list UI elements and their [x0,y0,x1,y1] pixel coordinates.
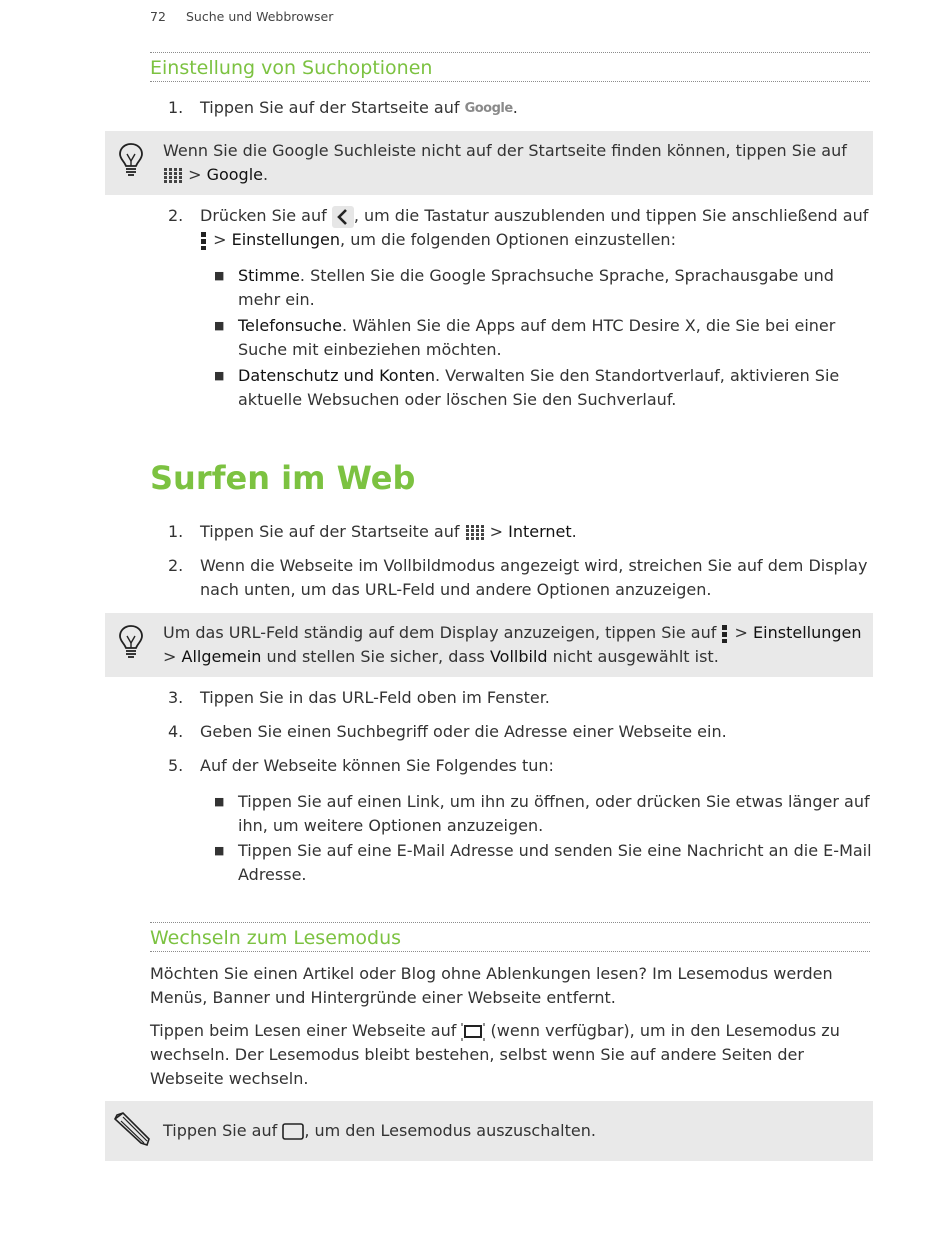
tip-text-sep: > [183,165,207,184]
divider [150,81,870,82]
apps-grid-icon [465,524,485,542]
bullet-item [214,790,872,838]
tip-box [105,131,873,195]
step-text: , um die Tastatur auszublenden und tippen Sie anschließend auf [353,206,869,225]
bullet-keyword: Telefonsuche [238,316,343,335]
tip-text-end: . [263,165,269,184]
section-title-reading-mode: Wechseln zum Lesemodus [150,927,402,949]
bullet-icon: ■ [214,319,225,332]
divider [150,922,870,923]
pencil-icon [113,1111,153,1147]
tip-box [105,613,873,677]
tip-text: Um das URL-Feld ständig auf dem Display anzuzeigen, tippen Sie auf [163,623,717,642]
bullet-text: . Stellen Sie die Google Sprachsuche Sprache, Sprachausgabe und mehr ein. [238,266,834,309]
bullet-text: . Wählen Sie die Apps auf dem HTC Desire X, die Sie bei einer Suche mit einbeziehen möchten. [238,316,836,359]
page-number: 72 [150,9,166,24]
tip-keyword: Google [206,165,263,184]
step-text-sep: > [208,230,232,249]
step-number: 2. [168,206,184,225]
bullet-text: . Verwalten Sie den Standortverlauf, aktivieren Sie aktuelle Websuchen oder löschen Sie den Suchverlauf. [238,366,840,409]
tip-text-end: nicht ausgewählt ist. [547,647,719,666]
step-item [168,720,872,744]
tip-keyword: Allgemein [181,647,262,666]
tip-keyword: Vollbild [489,647,548,666]
lightbulb-icon [117,141,145,181]
step-item [168,204,872,252]
paragraph [150,1019,872,1091]
step-text: , um die folgenden Optionen einzustellen: [340,230,676,249]
tip-text: und stellen Sie sicher, dass [261,647,490,666]
bullet-item [214,839,872,887]
divider [150,52,870,53]
step-text: Tippen Sie in das URL-Feld oben im Fenster. [200,688,550,707]
bullet-icon: ■ [214,844,225,857]
tip-keyword: Einstellungen [753,623,862,642]
step-text: Geben Sie einen Suchbegriff oder die Adresse einer Webseite ein. [200,722,727,741]
step-item [168,96,872,121]
back-icon [332,206,354,228]
step-number: 1. [168,98,184,117]
step-item [168,686,872,710]
apps-grid-icon [163,167,183,185]
step-item [168,554,872,602]
reading-mode-icon [282,1122,304,1142]
step-text: Drücken Sie auf [200,206,327,225]
bullet-item [214,314,872,362]
note-text: Tippen Sie auf [163,1121,278,1140]
google-logo-icon: Google [464,101,513,116]
step-number: 2. [168,556,184,575]
step-number: 1. [168,522,184,541]
lightbulb-icon [117,623,145,663]
step-text-end: . [571,522,577,541]
step-number: 3. [168,688,184,707]
step-keyword: Einstellungen [231,230,341,249]
section-title-search-options: Einstellung von Suchoptionen [150,57,433,79]
divider [150,951,870,952]
tip-text-sep: > [729,623,748,642]
page-header [150,9,333,24]
step-keyword: Internet [508,522,572,541]
chapter-title: Suche und Webbrowser [186,9,334,24]
tip-text: Wenn Sie die Google Suchleiste nicht auf der Startseite finden können, tippen Sie auf [163,141,847,160]
bullet-text: Tippen Sie auf einen Link, um ihn zu öffnen, oder drücken Sie etwas länger auf ihn, um weitere Optionen anzuzeigen. [238,792,870,835]
note-text-end: , um den Lesemodus auszuschalten. [304,1121,596,1140]
reading-mode-icon [461,1022,485,1042]
step-text-sep: > [484,522,509,541]
bullet-text: Tippen Sie auf eine E-Mail Adresse und senden Sie eine Nachricht an die E-Mail Adresse. [238,841,872,884]
step-text: Auf der Webseite können Sie Folgendes tun: [200,756,554,775]
step-number: 5. [168,756,184,775]
bullet-icon: ■ [214,369,225,382]
step-text: Tippen Sie auf der Startseite auf [200,522,460,541]
bullet-keyword: Stimme [238,266,300,285]
bullet-icon: ■ [214,795,225,808]
note-box [105,1101,873,1161]
step-item [168,754,872,778]
step-item [168,520,872,544]
step-number: 4. [168,722,184,741]
step-text: Wenn die Webseite im Vollbildmodus angezeigt wird, streichen Sie auf dem Display nach unten, um das URL-Feld und andere Optionen anzuzeigen. [200,556,868,599]
bullet-item [214,364,872,412]
paragraph-text: (wenn verfügbar), um in den Lesemodus zu wechseln. Der Lesemodus bleibt bestehen, selbst wenn Sie auf andere Seiten der Webseite wechseln. [150,1021,840,1088]
paragraph: Möchten Sie einen Artikel oder Blog ohne Ablenkungen lesen? Im Lesemodus werden Menüs, Banner und Hintergründe einer Webseite entfernt. [150,964,833,1007]
paragraph-text: Tippen beim Lesen einer Webseite auf [150,1021,457,1040]
tip-text-sep: > [163,647,182,666]
menu-dots-icon [200,231,208,251]
bullet-item [214,264,872,312]
chapter-heading-browse-web: Surfen im Web [150,459,416,497]
step-text: Tippen Sie auf der Startseite auf [200,98,460,117]
bullet-keyword: Datenschutz und Konten [238,366,435,385]
step-text-end: . [512,98,518,117]
bullet-icon: ■ [214,269,225,282]
